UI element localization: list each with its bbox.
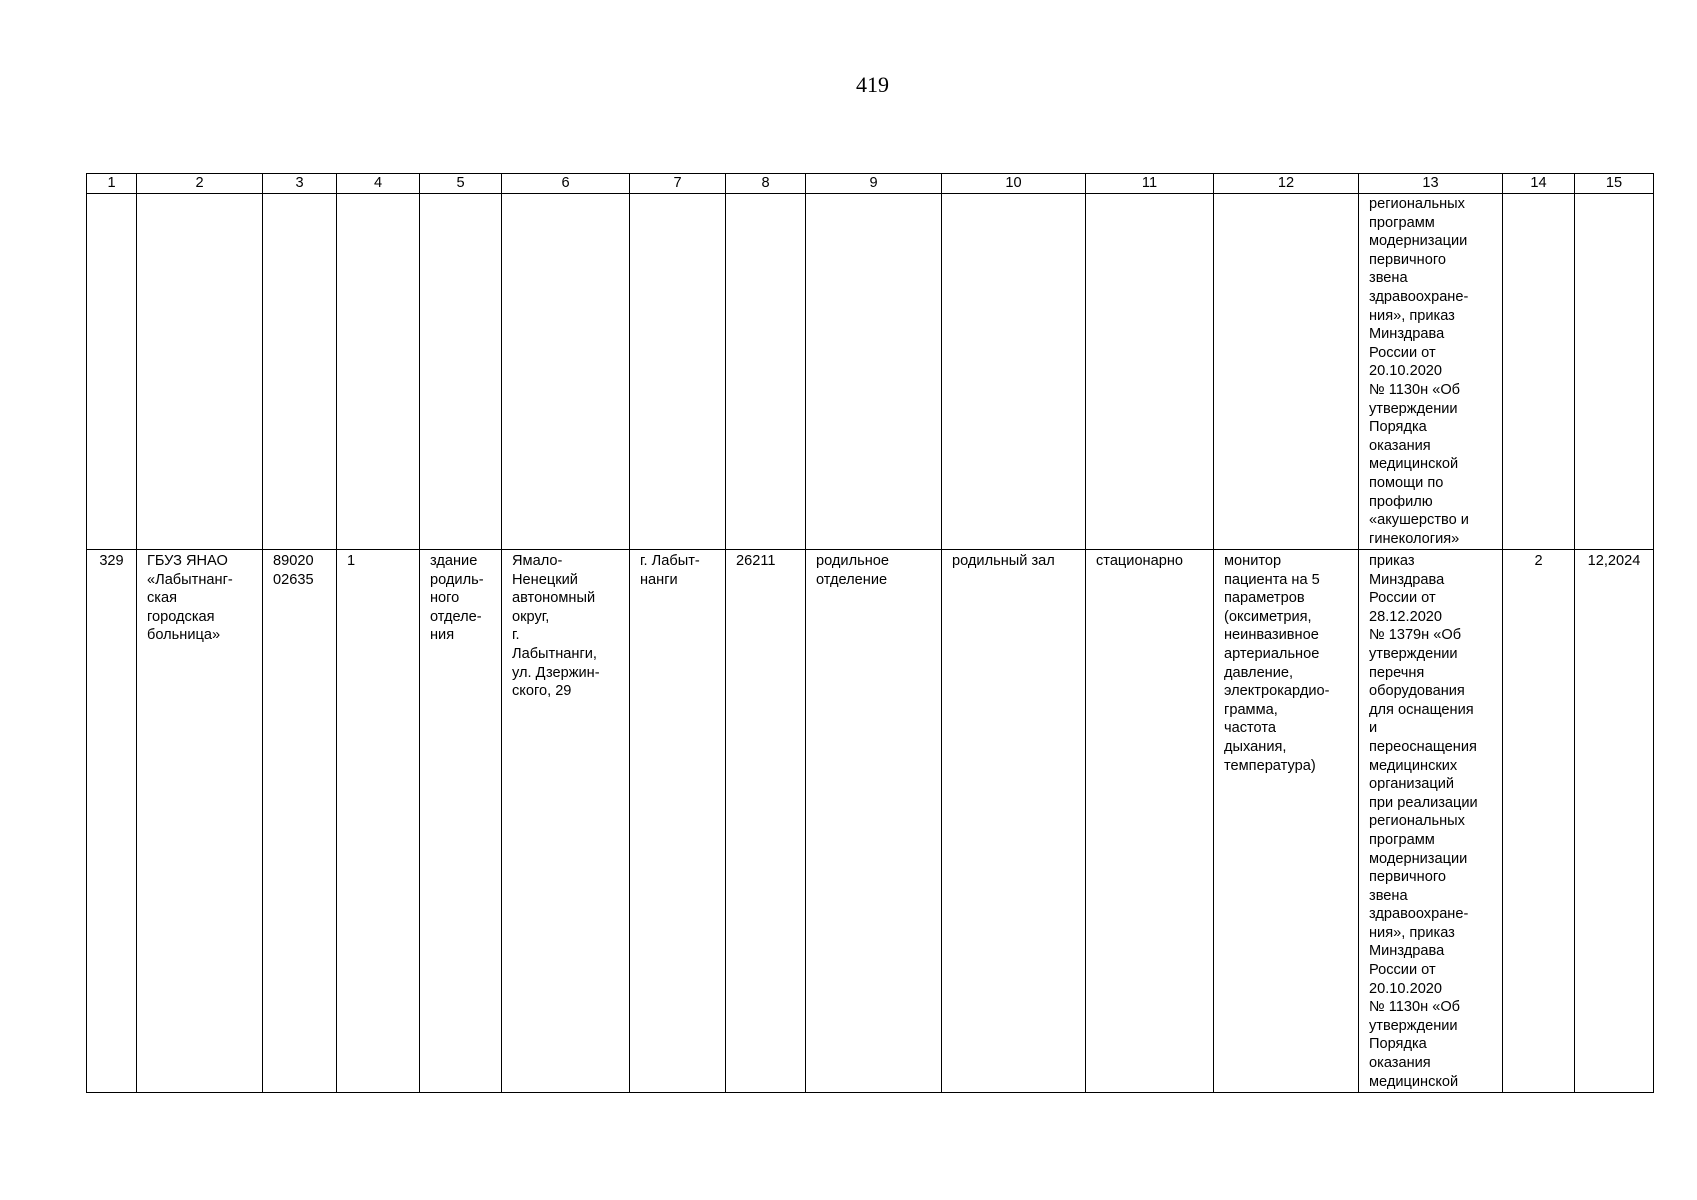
column-header: 5 — [420, 174, 502, 194]
table-cell-department: родильное отделение — [806, 550, 942, 1093]
table-cell-legal-basis: региональных программ модернизации первичного звена здравоохране- ния», приказ Минздрава России от 20.10.2020 № 1130н «Об утверждении Порядка оказания медицинской помощи по профилю «акушерство и гинекология» — [1359, 194, 1503, 550]
table-cell — [942, 194, 1086, 550]
table-cell — [337, 194, 420, 550]
data-table — [86, 173, 1654, 1093]
page-number: 419 — [856, 72, 889, 97]
table-cell — [137, 194, 263, 550]
table-header-row — [87, 174, 1654, 194]
column-header: 4 — [337, 174, 420, 194]
table-cell — [806, 194, 942, 550]
table-cell — [502, 194, 630, 550]
table-cell — [420, 194, 502, 550]
table-cell-organization: ГБУЗ ЯНАО «Лабытнанг- ская городская больница» — [137, 550, 263, 1093]
column-header: 1 — [87, 174, 137, 194]
column-header: 7 — [630, 174, 726, 194]
table-cell-number: 329 — [87, 550, 137, 1093]
table-cell — [1214, 194, 1359, 550]
column-header: 11 — [1086, 174, 1214, 194]
table-cell — [1503, 194, 1575, 550]
table-cell-equipment: монитор пациента на 5 параметров (оксиметрия, неинвазивное артериальное давление, электрокардио- грамма, частота дыхания, температура) — [1214, 550, 1359, 1093]
table-cell — [87, 194, 137, 550]
table-cell — [1575, 194, 1654, 550]
column-header: 2 — [137, 174, 263, 194]
table-cell — [1086, 194, 1214, 550]
column-header: 6 — [502, 174, 630, 194]
table-cell — [630, 194, 726, 550]
column-header: 15 — [1575, 174, 1654, 194]
table-cell-date: 12,2024 — [1575, 550, 1654, 1093]
table-row — [87, 194, 1654, 550]
column-header: 8 — [726, 174, 806, 194]
column-header: 14 — [1503, 174, 1575, 194]
table-cell-quantity: 2 — [1503, 550, 1575, 1093]
table-cell-code: 89020 02635 — [263, 550, 337, 1093]
column-header: 12 — [1214, 174, 1359, 194]
table-cell-room: родильный зал — [942, 550, 1086, 1093]
table-cell-address: Ямало- Ненецкий автономный округ, г. Лабытнанги, ул. Дзержин- ского, 29 — [502, 550, 630, 1093]
column-header: 3 — [263, 174, 337, 194]
table-cell: 1 — [337, 550, 420, 1093]
table-row — [87, 550, 1654, 1093]
table-cell-code: 26211 — [726, 550, 806, 1093]
table-cell-city: г. Лабыт- нанги — [630, 550, 726, 1093]
table-cell-legal-basis: приказ Минздрава России от 28.12.2020 № 1379н «Об утверждении перечня оборудования для оснащения и переоснащения медицинских организаций при реализации региональных программ модернизации первичного звена здравоохране- ния», приказ Минздрава России от 20.10.2020 № 1130н «Об утверждении Порядка оказания медицинской — [1359, 550, 1503, 1093]
column-header: 9 — [806, 174, 942, 194]
column-header: 13 — [1359, 174, 1503, 194]
table-cell-care-type: стационарно — [1086, 550, 1214, 1093]
table-cell — [263, 194, 337, 550]
table-cell — [726, 194, 806, 550]
column-header: 10 — [942, 174, 1086, 194]
table-cell-building: здание родиль- ного отделе- ния — [420, 550, 502, 1093]
